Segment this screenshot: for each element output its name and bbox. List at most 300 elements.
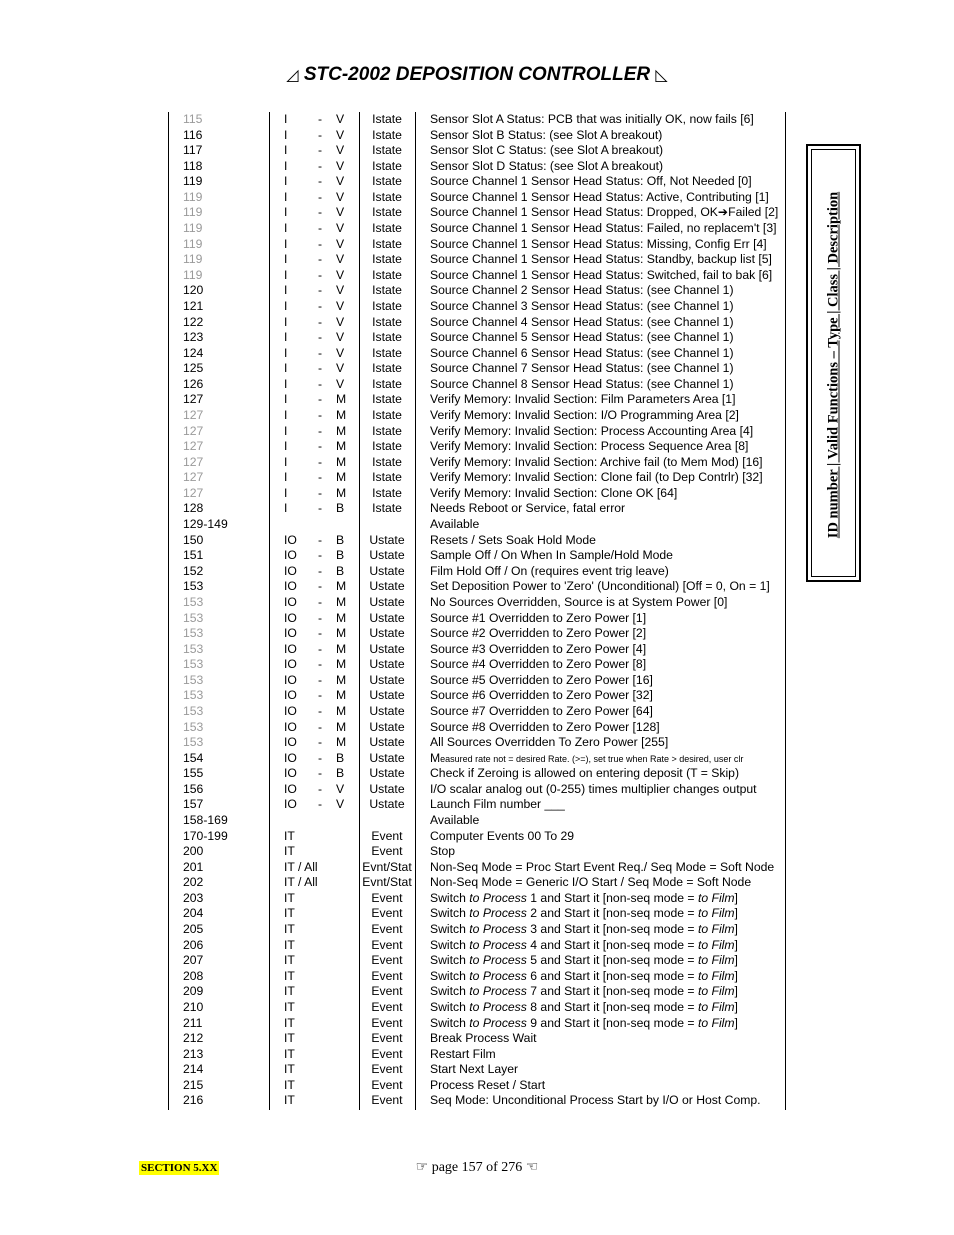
function-type: IO	[284, 579, 297, 594]
separator-dash: -	[318, 594, 323, 609]
state-type: Event	[371, 828, 403, 843]
id-number: 119	[183, 205, 203, 220]
separator-dash: -	[318, 267, 323, 282]
state-type: Istate	[372, 174, 402, 189]
description-segment: 1 and Start it [non-seq mode =	[526, 890, 698, 905]
class-code: M	[336, 594, 347, 609]
class-code: M	[336, 626, 347, 641]
table-row	[0, 813, 954, 829]
description-segment: Switch	[430, 1015, 470, 1030]
function-type: IO	[284, 719, 297, 734]
state-type: Istate	[372, 501, 402, 516]
state-type: Istate	[372, 485, 402, 500]
description-segment: to Process	[469, 968, 527, 983]
function-type: I	[284, 205, 288, 220]
description: Resets / Sets Soak Hold Mode	[430, 532, 596, 547]
function-type: IT	[284, 1093, 295, 1108]
class-code: V	[336, 143, 345, 158]
function-type: IT	[284, 1062, 295, 1077]
separator-dash: -	[318, 330, 323, 345]
function-type: IO	[284, 781, 297, 796]
id-number: 153	[183, 594, 204, 609]
id-number: 206	[183, 937, 204, 952]
id-number: 119	[183, 189, 203, 204]
id-number: 211	[183, 1015, 203, 1030]
state-type: Istate	[372, 127, 402, 142]
state-type: Istate	[372, 345, 402, 360]
description-segment: to Film	[697, 999, 735, 1014]
separator-dash: -	[318, 688, 323, 703]
id-number: 118	[183, 158, 203, 173]
class-code: M	[336, 657, 347, 672]
state-type: Istate	[372, 314, 402, 329]
class-code: V	[336, 781, 345, 796]
description: Source #8 Overridden to Zero Power [128]	[430, 719, 660, 734]
state-type: Istate	[372, 158, 402, 173]
function-type: IT	[284, 1046, 295, 1061]
description-segment: to Film	[697, 968, 735, 983]
description-segment: Switch	[430, 984, 470, 999]
description-segment: to Film	[697, 922, 735, 937]
table-row	[0, 1047, 954, 1063]
description-segment: ]	[734, 984, 738, 999]
description: Source #1 Overridden to Zero Power [1]	[430, 610, 647, 625]
separator-dash: -	[318, 407, 323, 422]
class-code: M	[336, 485, 347, 500]
description-segment: ]	[734, 922, 738, 937]
table-row	[0, 891, 954, 907]
id-number: 119	[183, 267, 203, 282]
id-number: 170-199	[183, 828, 228, 843]
state-type: Ustate	[369, 688, 405, 703]
function-type: I	[284, 423, 288, 438]
class-code: V	[336, 158, 345, 173]
function-type: I	[284, 314, 288, 329]
class-code: M	[336, 392, 347, 407]
description	[430, 751, 743, 768]
function-type: I	[284, 298, 288, 313]
function-type: IO	[284, 594, 297, 609]
id-number: 158-169	[183, 813, 228, 828]
description-segment: to Film	[697, 953, 735, 968]
left-decoration-icon: ◿	[286, 67, 299, 84]
description: Set Deposition Power to 'Zero' (Unconditional) [Off = 0, On = 1]	[430, 579, 770, 594]
description: Source Channel 5 Sensor Head Status: (see Channel 1)	[430, 330, 734, 345]
id-number: 129-149	[183, 517, 228, 532]
id-number: 127	[183, 439, 204, 454]
description-segment: ]	[734, 999, 738, 1014]
class-code: M	[336, 423, 347, 438]
function-type: IO	[284, 532, 297, 547]
state-type: Ustate	[369, 719, 405, 734]
separator-dash: -	[318, 781, 323, 796]
state-type: Istate	[372, 439, 402, 454]
description-segment: to Process	[469, 937, 527, 952]
id-number: 203	[183, 890, 204, 905]
state-type: Ustate	[369, 641, 405, 656]
state-type: Event	[371, 953, 403, 968]
separator-dash: -	[318, 501, 323, 516]
separator-dash: -	[318, 563, 323, 578]
state-type: Istate	[372, 112, 402, 126]
table-row	[0, 782, 954, 798]
description: Available	[430, 517, 480, 532]
column-legend-label: ID number | Valid Functions – Type | Class | Description	[825, 191, 842, 539]
section-label: SECTION 5.XX	[141, 1162, 218, 1174]
state-type: Istate	[372, 470, 402, 485]
separator-dash: -	[318, 719, 323, 734]
table-row	[0, 984, 954, 1000]
table-row	[0, 1062, 954, 1078]
function-type: I	[284, 283, 288, 298]
id-number: 209	[183, 984, 204, 999]
separator-dash: -	[318, 641, 323, 656]
description: Non-Seq Mode = Generic I/O Start / Seq Mode = Soft Node	[430, 875, 752, 890]
function-type: I	[284, 143, 288, 158]
description: Source Channel 1 Sensor Head Status: Failed, no replacem't [3]	[430, 221, 777, 236]
page-number: page 157 of 276	[431, 1160, 523, 1175]
separator-dash: -	[318, 735, 323, 750]
id-number: 201	[183, 859, 204, 874]
state-type: Ustate	[369, 781, 405, 796]
description-segment: 5 and Start it [non-seq mode =	[526, 953, 698, 968]
function-type: I	[284, 439, 288, 454]
description: Check if Zeroing is allowed on entering deposit (T = Skip)	[430, 766, 740, 781]
description: Source #4 Overridden to Zero Power [8]	[430, 657, 647, 672]
separator-dash: -	[318, 112, 323, 126]
description: Verify Memory: Invalid Section: Process Accounting Area [4]	[430, 423, 754, 438]
separator-dash: -	[318, 470, 323, 485]
separator-dash: -	[318, 610, 323, 625]
function-type: I	[284, 267, 288, 282]
description: Verify Memory: Invalid Section: Clone OK [64]	[430, 485, 678, 500]
state-type: Istate	[372, 267, 402, 282]
description: Computer Events 00 To 29	[430, 828, 575, 843]
id-number: 127	[183, 485, 204, 500]
function-type: IT	[284, 953, 295, 968]
function-type: I	[284, 189, 288, 204]
function-type: I	[284, 221, 288, 236]
function-type: IT	[284, 1031, 295, 1046]
description: No Sources Overridden, Source is at System Power [0]	[430, 594, 728, 609]
class-code: V	[336, 174, 345, 189]
state-type: Event	[371, 1046, 403, 1061]
class-code: V	[336, 189, 345, 204]
description-segment: to Process	[469, 1015, 527, 1030]
function-type: IT / All	[284, 859, 318, 874]
description: Source Channel 7 Sensor Head Status: (see Channel 1)	[430, 361, 734, 376]
separator-dash: -	[318, 221, 323, 236]
description-segment: ]	[734, 937, 738, 952]
id-number: 213	[183, 1046, 204, 1061]
description: Sensor Slot B Status: (see Slot A breakout)	[430, 127, 663, 142]
function-type: IO	[284, 750, 297, 765]
class-code: V	[336, 236, 345, 251]
description: Sensor Slot D Status: (see Slot A breakout)	[430, 158, 664, 173]
function-type: IO	[284, 610, 297, 625]
description: Non-Seq Mode = Proc Start Event Req./ Seq Mode = Soft Node	[430, 859, 775, 874]
class-code: M	[336, 735, 347, 750]
separator-dash: -	[318, 454, 323, 469]
state-type: Event	[371, 906, 403, 921]
table-row	[0, 922, 954, 938]
id-number: 153	[183, 735, 204, 750]
description-segment: ]	[734, 1015, 738, 1030]
class-code: B	[336, 548, 345, 563]
function-type: IT	[284, 890, 295, 905]
state-type: Istate	[372, 361, 402, 376]
state-type: Istate	[372, 221, 402, 236]
id-number: 153	[183, 719, 204, 734]
separator-dash: -	[318, 314, 323, 329]
description-segment: 8 and Start it [non-seq mode =	[526, 999, 698, 1014]
separator-dash: -	[318, 174, 323, 189]
function-type: IT	[284, 828, 295, 843]
description: Sensor Slot C Status: (see Slot A breakout)	[430, 143, 664, 158]
separator-dash: -	[318, 750, 323, 765]
description: Available	[430, 813, 480, 828]
function-type: IO	[284, 735, 297, 750]
state-type: Istate	[372, 407, 402, 422]
description: Source Channel 2 Sensor Head Status: (see Channel 1)	[430, 283, 734, 298]
state-type: Istate	[372, 423, 402, 438]
id-number: 155	[183, 766, 204, 781]
state-type: Event	[371, 984, 403, 999]
table-row	[0, 829, 954, 845]
description-segment: Switch	[430, 906, 470, 921]
class-code: M	[336, 579, 347, 594]
description-segment: 2 and Start it [non-seq mode =	[526, 906, 698, 921]
description: Film Hold Off / On (requires event trig leave)	[430, 563, 669, 578]
id-number: 153	[183, 610, 204, 625]
id-number: 153	[183, 641, 204, 656]
separator-dash: -	[318, 376, 323, 391]
state-type: Ustate	[369, 735, 405, 750]
description-segment: Switch	[430, 968, 470, 983]
description-segment: Switch	[430, 953, 470, 968]
function-type: IO	[284, 548, 297, 563]
separator-dash: -	[318, 423, 323, 438]
id-number: 153	[183, 657, 204, 672]
class-code: V	[336, 376, 345, 391]
description: Source Channel 1 Sensor Head Status: Dropped, OK➔Failed [2]	[430, 205, 779, 220]
state-type: Istate	[372, 143, 402, 158]
description-segment: to Process	[469, 953, 527, 968]
state-type: Istate	[372, 298, 402, 313]
id-number: 125	[183, 361, 204, 376]
description: Launch Film number ___	[430, 797, 565, 812]
table-row	[0, 1031, 954, 1047]
id-number: 214	[183, 1062, 204, 1077]
separator-dash: -	[318, 797, 323, 812]
state-type: Istate	[372, 236, 402, 251]
state-type: Event	[371, 1031, 403, 1046]
id-number: 128	[183, 501, 204, 516]
class-code: V	[336, 330, 345, 345]
state-type: Evnt/Stat	[362, 875, 412, 890]
class-code: B	[336, 501, 345, 516]
description-segment: to Film	[697, 937, 735, 952]
separator-dash: -	[318, 532, 323, 547]
class-code: V	[336, 314, 345, 329]
class-code: B	[336, 750, 345, 765]
state-type: Event	[371, 844, 403, 859]
table-row	[0, 751, 954, 767]
function-type: IT	[284, 1077, 295, 1092]
state-type: Event	[371, 968, 403, 983]
class-code: B	[336, 766, 345, 781]
state-type: Istate	[372, 189, 402, 204]
id-number: 216	[183, 1093, 204, 1108]
table-row	[0, 1093, 954, 1109]
description	[430, 1000, 738, 1016]
description-segment: ]	[734, 906, 738, 921]
separator-dash: -	[318, 485, 323, 500]
separator-dash: -	[318, 626, 323, 641]
table-row	[0, 704, 954, 720]
id-number: 121	[183, 298, 204, 313]
separator-dash: -	[318, 236, 323, 251]
id-number: 124	[183, 345, 204, 360]
table-row	[0, 1016, 954, 1032]
state-type: Ustate	[369, 532, 405, 547]
function-type: IT	[284, 906, 295, 921]
description: Verify Memory: Invalid Section: I/O Programming Area [2]	[430, 407, 739, 422]
id-number: 127	[183, 407, 204, 422]
function-type: IO	[284, 641, 297, 656]
separator-dash: -	[318, 657, 323, 672]
description-segment: to Process	[469, 922, 527, 937]
state-type: Ustate	[369, 594, 405, 609]
class-code: V	[336, 283, 345, 298]
function-type: IO	[284, 703, 297, 718]
function-type: IO	[284, 563, 297, 578]
description: Start Next Layer	[430, 1062, 519, 1077]
table-row	[0, 611, 954, 627]
function-type: I	[284, 454, 288, 469]
id-number: 127	[183, 470, 204, 485]
id-number: 157	[183, 797, 204, 812]
table-row	[0, 1000, 954, 1016]
description	[430, 906, 738, 922]
separator-dash: -	[318, 703, 323, 718]
function-type: I	[284, 361, 288, 376]
table-row	[0, 128, 954, 144]
class-code: V	[336, 112, 345, 126]
description	[430, 922, 738, 938]
id-number: 119	[183, 252, 203, 267]
description: Source Channel 1 Sensor Head Status: Active, Contributing [1]	[430, 189, 769, 204]
table-row	[0, 657, 954, 673]
description: Source Channel 6 Sensor Head Status: (see Channel 1)	[430, 345, 734, 360]
description-segment: 6 and Start it [non-seq mode =	[526, 968, 698, 983]
id-number: 153	[183, 672, 204, 687]
id-number: 127	[183, 423, 204, 438]
id-number: 117	[183, 143, 203, 158]
description-segment: Switch	[430, 922, 470, 937]
description-segment: to Process	[469, 999, 527, 1014]
id-number: 123	[183, 330, 204, 345]
id-number: 122	[183, 314, 204, 329]
state-type: Event	[371, 1093, 403, 1108]
id-number: 120	[183, 283, 204, 298]
id-number: 200	[183, 844, 204, 859]
separator-dash: -	[318, 548, 323, 563]
description-segment: 9 and Start it [non-seq mode =	[526, 1015, 698, 1030]
function-type: I	[284, 158, 288, 173]
state-type: Istate	[372, 283, 402, 298]
function-type: I	[284, 112, 288, 126]
function-type: IO	[284, 657, 297, 672]
id-number: 115	[183, 112, 203, 126]
function-type: I	[284, 252, 288, 267]
description: Verify Memory: Invalid Section: Film Parameters Area [1]	[430, 392, 736, 407]
separator-dash: -	[318, 672, 323, 687]
separator-dash: -	[318, 298, 323, 313]
separator-dash: -	[318, 392, 323, 407]
state-type: Ustate	[369, 703, 405, 718]
description-segment: to Film	[697, 906, 735, 921]
table-row	[0, 626, 954, 642]
description: All Sources Overridden To Zero Power [255]	[430, 735, 669, 750]
table-row	[0, 642, 954, 658]
state-type: Istate	[372, 376, 402, 391]
separator-dash: -	[318, 283, 323, 298]
id-number: 210	[183, 999, 204, 1014]
state-type: Ustate	[369, 750, 405, 765]
description-segment: to Film	[697, 984, 735, 999]
class-code: V	[336, 361, 345, 376]
column-legend-box	[806, 144, 861, 582]
id-number: 119	[183, 236, 203, 251]
description-lead: M	[430, 750, 441, 765]
table-row	[0, 720, 954, 736]
separator-dash: -	[318, 158, 323, 173]
state-type: Ustate	[369, 579, 405, 594]
description: Verify Memory: Invalid Section: Process Sequence Area [8]	[430, 439, 749, 454]
table-row	[0, 938, 954, 954]
description: Break Process Wait	[430, 1031, 537, 1046]
page-footer	[0, 1159, 954, 1176]
table-row	[0, 875, 954, 891]
id-number: 212	[183, 1031, 204, 1046]
class-code: M	[336, 439, 347, 454]
function-type: I	[284, 330, 288, 345]
description: Source #7 Overridden to Zero Power [64]	[430, 703, 653, 718]
class-code: M	[336, 470, 347, 485]
description-segment: ]	[734, 953, 738, 968]
description	[430, 953, 738, 969]
state-type: Ustate	[369, 657, 405, 672]
state-type: Ustate	[369, 797, 405, 812]
separator-dash: -	[318, 766, 323, 781]
state-type: Ustate	[369, 610, 405, 625]
table-row	[0, 112, 954, 128]
table-row	[0, 595, 954, 611]
description-subscript: easured rate not = desired Rate. (>=), set true when Rate > desired, user clr	[440, 753, 744, 764]
state-type: Event	[371, 999, 403, 1014]
separator-dash: -	[318, 345, 323, 360]
class-code: V	[336, 127, 345, 142]
description: Sample Off / On When In Sample/Hold Mode	[430, 548, 673, 563]
pointing-right-hand-icon: ☞	[415, 1159, 429, 1175]
description-segment: Switch	[430, 999, 470, 1014]
state-type: Event	[371, 1062, 403, 1077]
description: Source #2 Overridden to Zero Power [2]	[430, 626, 647, 641]
id-number: 156	[183, 781, 204, 796]
function-type: I	[284, 501, 288, 516]
state-type: Ustate	[369, 548, 405, 563]
